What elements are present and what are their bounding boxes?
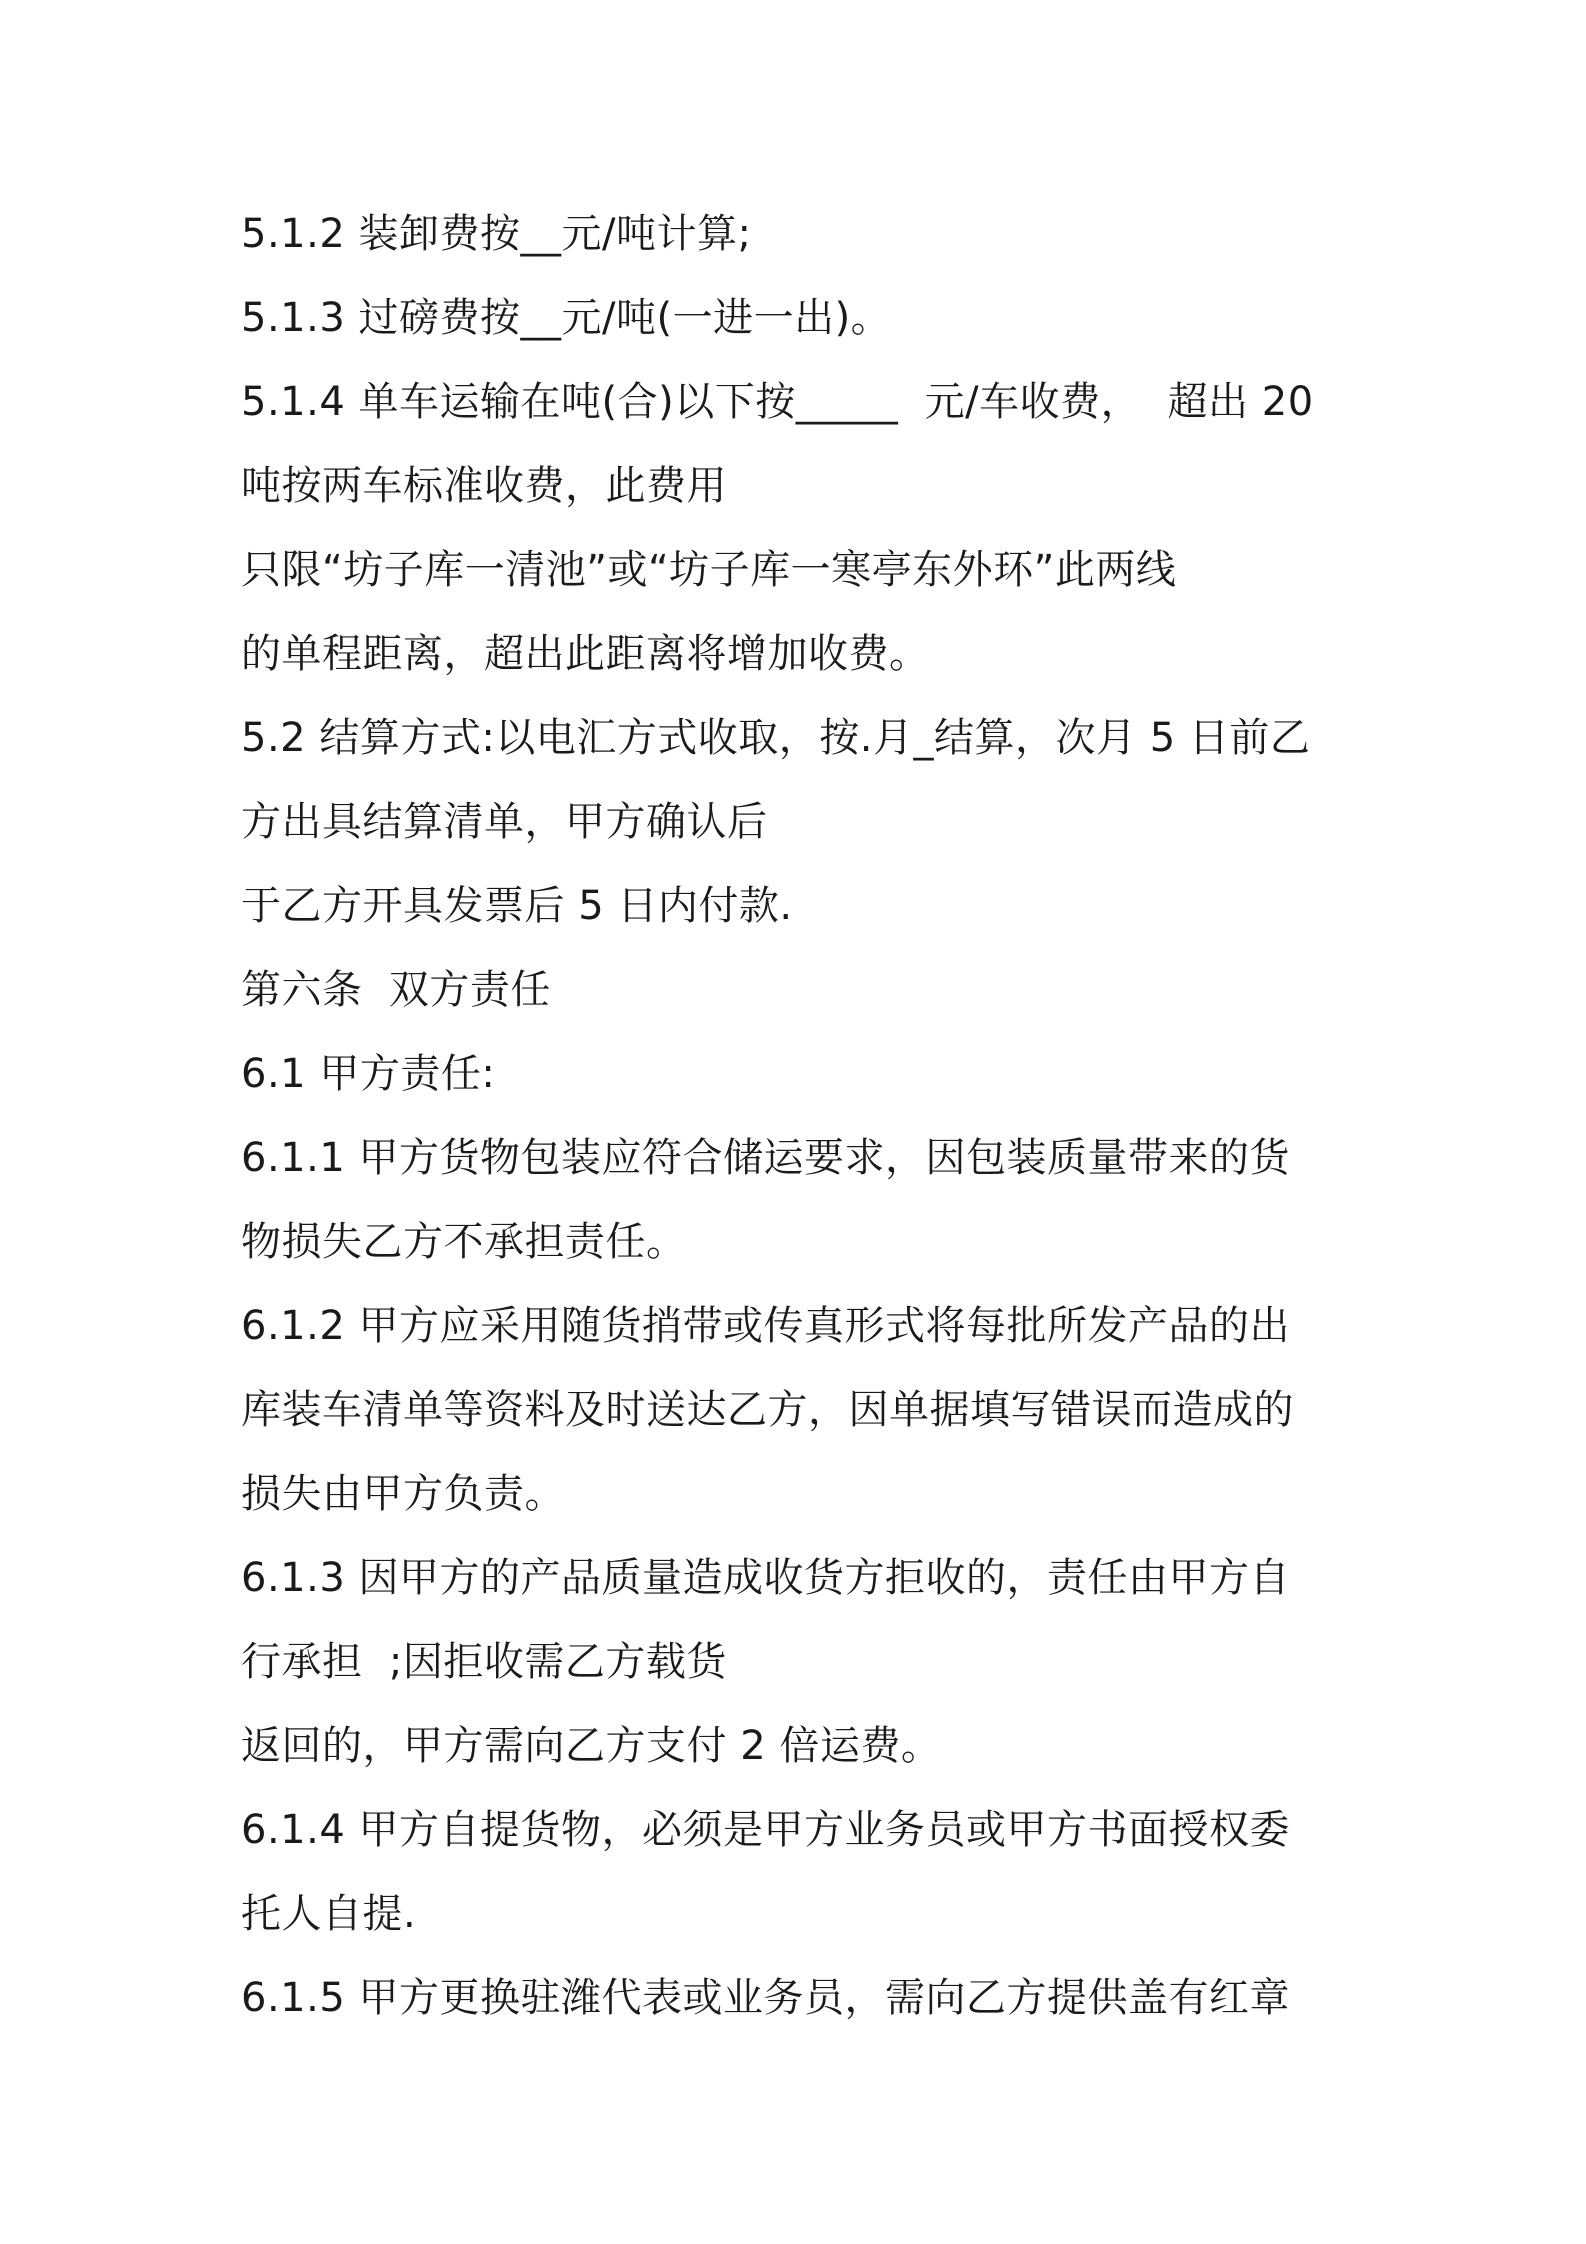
text-line: 返回的，甲方需向乙方支付 2 倍运费。 — [241, 1723, 942, 1769]
text-line: 6.1.3 因甲方的产品质量造成收货方拒收的，责任由甲方自 — [241, 1555, 1290, 1601]
text-line: 物损失乙方不承担责任。 — [241, 1219, 687, 1265]
text-line: 6.1.1 甲方货物包装应符合储运要求，因包装质量带来的货 — [241, 1135, 1290, 1181]
text-line: 的单程距离，超出此距离将增加收费。 — [241, 631, 930, 677]
text-line: 5.1.3 过磅费按__元/吨(一进一出)。 — [241, 295, 892, 341]
text-line: 行承担 ;因拒收需乙方载货 — [241, 1639, 727, 1685]
text-line: 吨按两车标准收费，此费用 — [241, 463, 727, 509]
text-line: 6.1.4 甲方自提货物，必须是甲方业务员或甲方书面授权委 — [241, 1807, 1290, 1853]
text-line: 6.1.2 甲方应采用随货捎带或传真形式将每批所发产品的出 — [241, 1303, 1290, 1349]
text-line: 只限“坊子库一清池”或“坊子库一寒亭东外环”此两线 — [241, 547, 1177, 593]
text-line: 5.1.4 单车运输在吨(合)以下按_____ 元/车收费， 超出 20 — [241, 379, 1314, 425]
text-line: 方出具结算清单，甲方确认后 — [241, 799, 768, 845]
document-body — [241, 192, 1361, 2040]
text-line: 5.1.2 装卸费按__元/吨计算; — [241, 211, 752, 257]
text-line: 库装车清单等资料及时送达乙方，因单据填写错误而造成的 — [241, 1387, 1294, 1433]
text-line: 5.2 结算方式:以电汇方式收取，按.月_结算，次月 5 日前乙 — [241, 715, 1311, 761]
text-line: 6.1.5 甲方更换驻潍代表或业务员，需向乙方提供盖有红章 — [241, 1975, 1290, 2021]
text-line: 损失由甲方负责。 — [241, 1471, 565, 1517]
subsection-heading: 6.1 甲方责任: — [241, 1051, 496, 1097]
text-line: 于乙方开具发票后 5 日内付款. — [241, 883, 793, 929]
text-line: 托人自提. — [241, 1891, 417, 1937]
section-heading: 第六条 双方责任 — [241, 967, 551, 1013]
